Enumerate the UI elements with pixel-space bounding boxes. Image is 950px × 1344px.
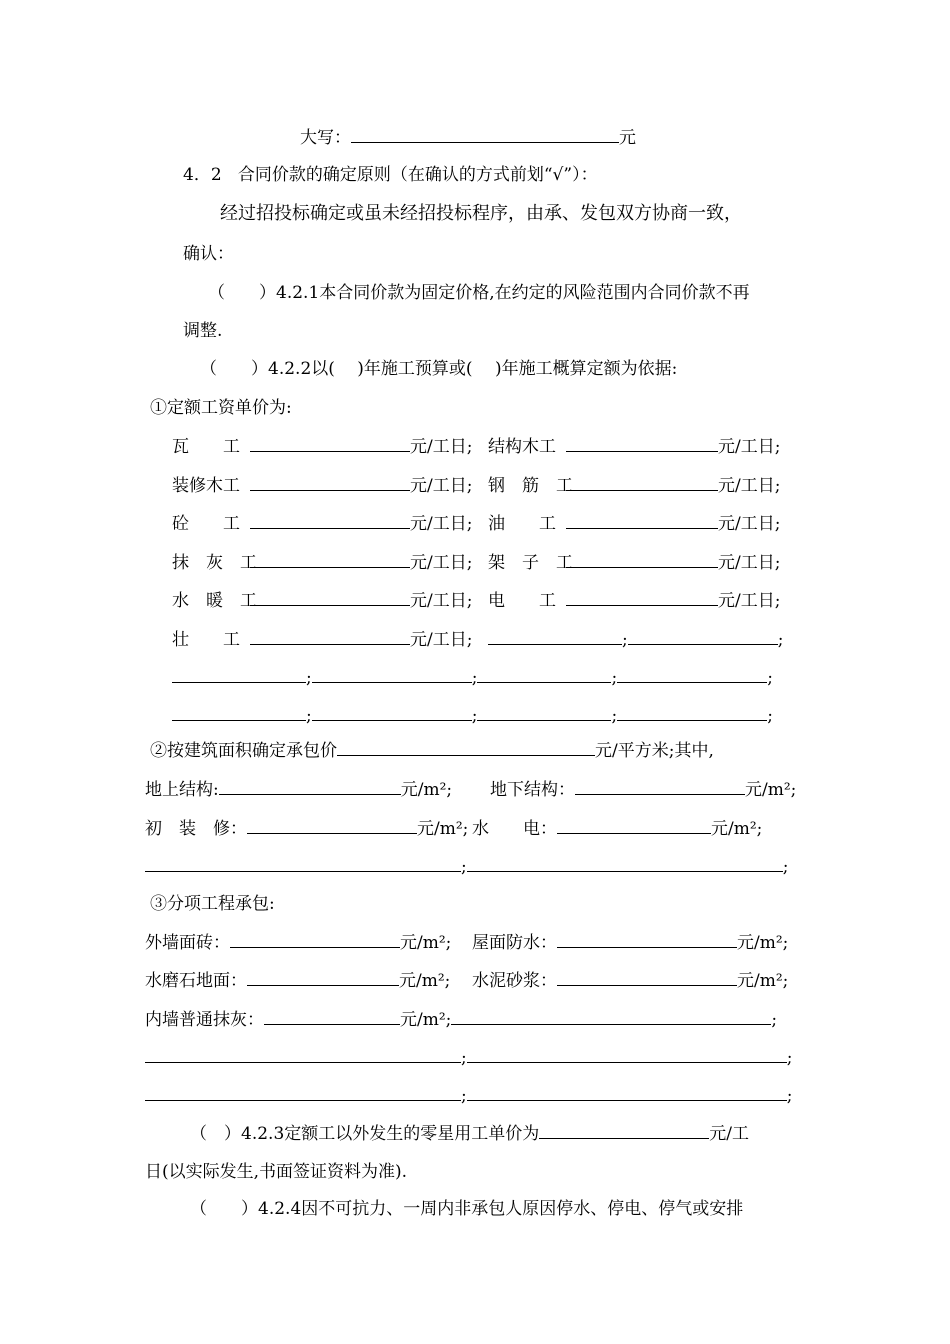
- wage-row-right: [488, 551, 780, 574]
- checkbox-4-2-3[interactable]: （ ）: [190, 1124, 241, 1144]
- blank[interactable]: [488, 628, 622, 645]
- separator: ;: [777, 630, 784, 650]
- separator: ;: [782, 857, 789, 877]
- wage-blank[interactable]: [566, 551, 718, 568]
- cement-mortar-label: 水泥砂浆：: [472, 971, 557, 991]
- trade-label: 水 暖 工: [172, 591, 257, 611]
- facade-tile-blank[interactable]: [230, 931, 400, 948]
- wage-unit: 元/工日;: [718, 514, 781, 534]
- cement-mortar-unit: 元/m²;: [737, 971, 789, 991]
- blank[interactable]: [617, 666, 767, 683]
- trade-label: 钢 筋 工: [488, 476, 573, 496]
- daxie-unit: 元: [619, 128, 636, 148]
- item2-extra-row: [145, 855, 788, 878]
- wage-row-right: [488, 474, 780, 497]
- clause-4-2-3-text: 4.2.3定额工以外发生的零星用工单价为: [241, 1124, 540, 1144]
- separator: ;: [461, 1086, 467, 1106]
- facade-tile-unit: 元/m²;: [400, 933, 452, 953]
- wage-blank[interactable]: [250, 474, 410, 491]
- interior-plaster-unit: 元/m²;: [400, 1010, 452, 1030]
- checkbox-4-2-4[interactable]: （ ）: [190, 1199, 258, 1219]
- item2-title: ②按建筑面积确定承包价: [150, 741, 337, 761]
- wage-blank[interactable]: [566, 474, 718, 491]
- separator: ;: [771, 1010, 778, 1030]
- blank[interactable]: [172, 704, 306, 721]
- separator: ;: [611, 706, 618, 726]
- wage-unit: 元/工日;: [410, 476, 473, 496]
- blank[interactable]: [145, 1046, 461, 1063]
- wage-unit: 元/工日;: [410, 591, 473, 611]
- clause-4-2-2-text: 4.2.2以( )年施工预算或( )年施工概算定额为依据:: [268, 359, 678, 379]
- wage-blank[interactable]: [250, 628, 410, 645]
- interior-plaster-label: 内墙普通抹灰：: [145, 1010, 264, 1030]
- wage-row-left: [172, 435, 472, 458]
- blank[interactable]: [312, 704, 472, 721]
- separator: ;: [461, 857, 467, 877]
- clause-4-2-3: [190, 1122, 749, 1145]
- clause-4-2-4-text: 4.2.4因不可抗力、一周内非承包人原因停水、停电、停气或安排: [258, 1199, 744, 1219]
- separator: ;: [767, 668, 773, 688]
- cement-mortar-row: [472, 969, 788, 992]
- wage-row-left: [172, 512, 472, 535]
- separator: ;: [786, 1086, 793, 1106]
- below-ground-row: [490, 778, 796, 801]
- wage-unit: 元/工日;: [410, 514, 473, 534]
- section-4-2-num: 4．2: [183, 165, 222, 185]
- separator: ;: [611, 668, 618, 688]
- daxie-line: [300, 126, 636, 149]
- trade-label: 砼 工: [172, 514, 240, 534]
- blank[interactable]: [477, 704, 611, 721]
- clause-4-2-3-unit: 元/工: [709, 1124, 749, 1144]
- separator: ;: [767, 706, 773, 726]
- terrazzo-row: [145, 969, 450, 992]
- blank[interactable]: [145, 1084, 461, 1101]
- wage-unit: 元/工日;: [718, 437, 781, 457]
- item1-title: ①定额工资单价为:: [150, 398, 292, 418]
- blank[interactable]: [467, 1084, 787, 1101]
- roof-waterproof-label: 屋面防水：: [472, 933, 557, 953]
- below-ground-blank[interactable]: [575, 778, 745, 795]
- trade-label: 抹 灰 工: [172, 553, 257, 573]
- trade-label: 瓦 工: [172, 437, 240, 457]
- clause-4-2-1-text: 4.2.1本合同价款为固定价格,在约定的风险范围内合同价款不再: [276, 283, 750, 303]
- daxie-label: 大写：: [300, 128, 351, 148]
- wage-row-left: [172, 551, 472, 574]
- wage-unit: 元/工日;: [410, 553, 473, 573]
- water-elec-blank[interactable]: [557, 817, 711, 834]
- blank[interactable]: [477, 666, 611, 683]
- terrazzo-unit: 元/m²;: [399, 971, 451, 991]
- daxie-blank[interactable]: [351, 126, 619, 143]
- section-4-2: [183, 164, 598, 186]
- odd-job-rate-blank[interactable]: [539, 1122, 709, 1139]
- finishing-label: 初 装 修：: [145, 819, 247, 839]
- interior-plaster-blank[interactable]: [264, 1008, 400, 1025]
- checkbox-4-2-1[interactable]: （ ）: [208, 283, 276, 303]
- wage-blank[interactable]: [566, 512, 718, 529]
- separator: ;: [471, 706, 478, 726]
- blank[interactable]: [451, 1008, 771, 1025]
- separator: ;: [306, 668, 312, 688]
- below-ground-label: 地下结构：: [490, 780, 575, 800]
- blank[interactable]: [617, 704, 767, 721]
- clause-4-2-3-cont: 日(以实际发生,书面签证资料为准).: [145, 1162, 408, 1182]
- terrazzo-label: 水磨石地面：: [145, 971, 247, 991]
- blank[interactable]: [312, 666, 472, 683]
- separator: ;: [461, 1048, 467, 1068]
- finishing-blank[interactable]: [247, 817, 417, 834]
- wage-row-left: [172, 628, 472, 651]
- wage-unit: 元/工日;: [718, 591, 781, 611]
- interior-plaster-row: [145, 1008, 777, 1031]
- item2-line: [150, 739, 714, 762]
- trade-label: 装修木工: [172, 476, 240, 496]
- blank[interactable]: [628, 628, 778, 645]
- checkbox-4-2-2[interactable]: （ ）: [200, 359, 268, 379]
- water-elec-unit: 元/m²;: [711, 819, 763, 839]
- wage-blank[interactable]: [250, 435, 410, 452]
- water-elec-row: [472, 817, 762, 840]
- blank[interactable]: [172, 666, 306, 683]
- area-price-blank[interactable]: [337, 739, 595, 756]
- below-ground-unit: 元/m²;: [745, 780, 797, 800]
- wage-unit: 元/工日;: [718, 476, 781, 496]
- water-elec-label: 水 电：: [472, 819, 557, 839]
- wage-row-left: [172, 589, 472, 612]
- clause-4-2-2: [200, 358, 677, 380]
- roof-waterproof-row: [472, 931, 788, 954]
- blank[interactable]: [467, 855, 783, 872]
- above-ground-row: [145, 778, 452, 801]
- clause-4-2-1: [208, 282, 750, 304]
- trade-label: 结构木工: [488, 437, 556, 457]
- wage-unit: 元/工日;: [410, 437, 473, 457]
- trade-label: 油 工: [488, 514, 556, 534]
- item3-extra-row-2: [145, 1084, 792, 1107]
- item2-unit: 元/平方米;其中,: [595, 741, 714, 761]
- facade-tile-row: [145, 931, 451, 954]
- above-ground-unit: 元/m²;: [400, 780, 453, 800]
- wage-blank[interactable]: [250, 589, 410, 606]
- clause-4-2-4: [190, 1198, 743, 1220]
- wage-blank[interactable]: [250, 512, 410, 529]
- above-ground-blank[interactable]: [219, 778, 401, 795]
- intro-line1: 经过招投标确定或虽未经招投标程序，由承、发包双方协商一致，: [220, 203, 742, 224]
- wage-row-right: [488, 589, 780, 612]
- finishing-unit: 元/m²;: [417, 819, 469, 839]
- separator: ;: [471, 668, 478, 688]
- blank[interactable]: [145, 855, 461, 872]
- separator: ;: [306, 706, 312, 726]
- trade-label: 电 工: [488, 591, 556, 611]
- item3-title: ③分项工程承包:: [150, 894, 275, 914]
- cement-mortar-blank[interactable]: [557, 969, 737, 986]
- trade-label: 架 子 工: [488, 553, 573, 573]
- trade-label: 壮 工: [172, 630, 240, 650]
- above-ground-label: 地上结构:: [145, 780, 219, 800]
- wage-row-left: [172, 474, 472, 497]
- wage-blank[interactable]: [566, 435, 718, 452]
- roof-waterproof-unit: 元/m²;: [737, 933, 789, 953]
- section-4-2-title: 合同价款的确定原则（在确认的方式前划“√”）：: [237, 165, 598, 185]
- facade-tile-label: 外墙面砖：: [145, 933, 230, 953]
- wage-unit: 元/工日;: [718, 553, 781, 573]
- clause-4-2-1-cont: 调整.: [183, 321, 223, 341]
- intro-line2: 确认：: [183, 244, 234, 264]
- blank-row: [172, 666, 773, 689]
- blank-row: [172, 704, 773, 727]
- wage-blank[interactable]: [566, 589, 718, 606]
- item3-extra-row-1: [145, 1046, 792, 1069]
- wage-row-right: [488, 512, 780, 535]
- separator: ;: [786, 1048, 793, 1068]
- wage-row-right: [488, 435, 780, 458]
- wage-row-right: [488, 628, 783, 651]
- finishing-row: [145, 817, 468, 840]
- terrazzo-blank[interactable]: [247, 969, 399, 986]
- roof-waterproof-blank[interactable]: [557, 931, 737, 948]
- wage-blank[interactable]: [250, 551, 410, 568]
- wage-unit: 元/工日;: [410, 630, 473, 650]
- separator: ;: [622, 630, 628, 650]
- blank[interactable]: [467, 1046, 787, 1063]
